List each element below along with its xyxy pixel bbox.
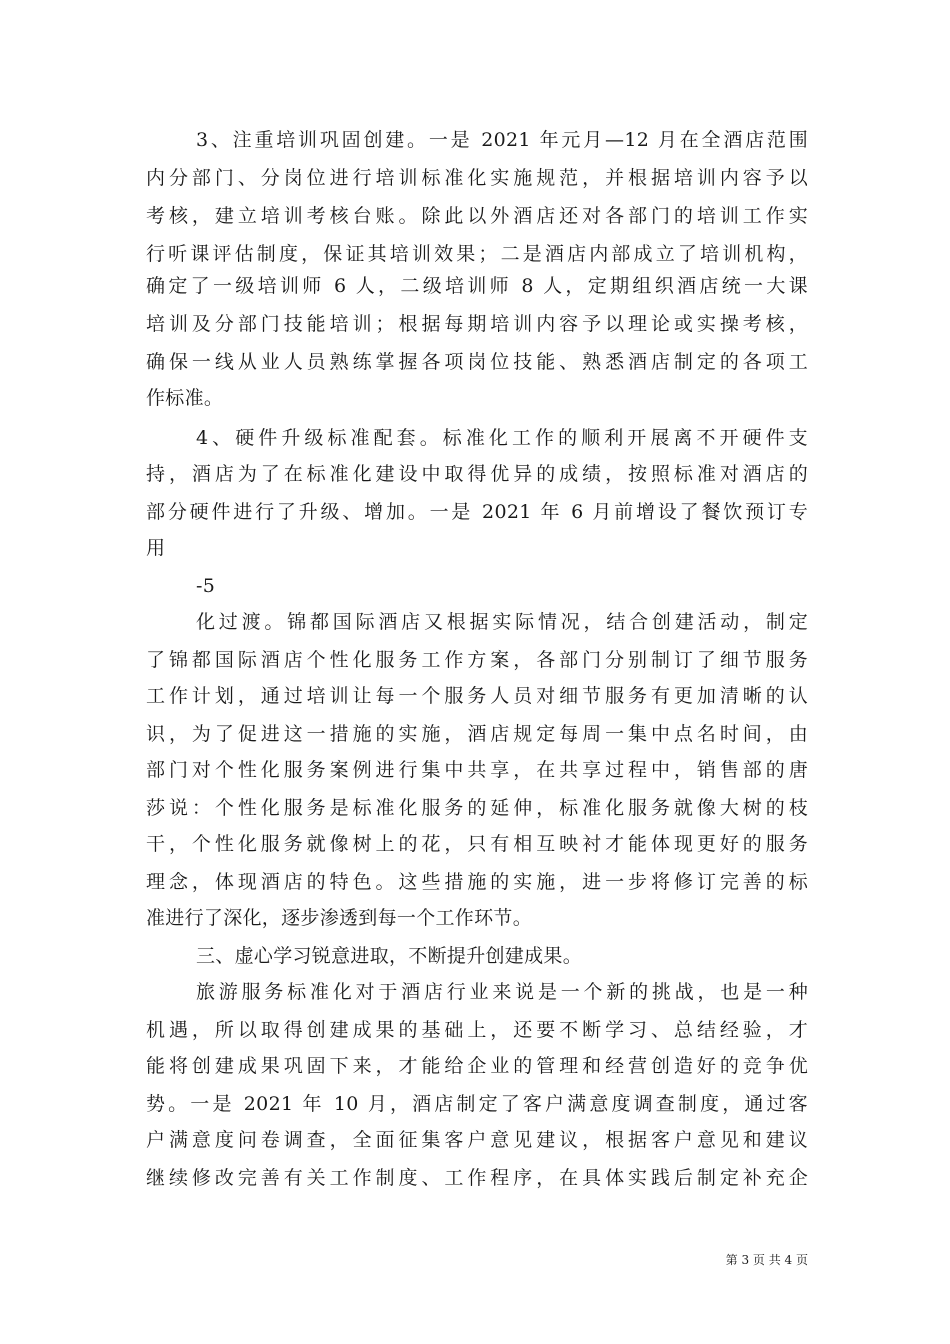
page-footer: 第 3 页 共 4 页 [725,1253,808,1267]
text-line: 部分硬件进行了升级、增加。一是 2021 年 6 月前增设了餐饮预订专 [146,501,808,523]
text-line: 干，个性化服务就像树上的花，只有相互映衬才能体现更好的服务 [146,833,808,855]
text-line: 准进行了深化，逐步渗透到每一个工作环节。 [146,907,533,929]
text-line: 确定了一级培训师 6 人，二级培训师 8 人，定期组织酒店统一大课 [146,275,808,297]
text-line: 旅游服务标准化对于酒店行业来说是一个新的挑战，也是一种 [196,981,808,1003]
section-heading: 三、虚心学习锐意进取，不断提升创建成果。 [196,945,583,967]
text-line: 继续修改完善有关工作制度、工作程序，在具体实践后制定补充企 [146,1167,808,1189]
text-line: 机遇，所以取得创建成果的基础上，还要不断学习、总结经验，才 [146,1019,808,1041]
text-line: 内分部门、分岗位进行培训标准化实施规范，并根据培训内容予以 [146,167,808,189]
text-line: 识，为了促进这一措施的实施，酒店规定每周一集中点名时间，由 [146,723,808,745]
text-line: 化过渡。锦都国际酒店又根据实际情况，结合创建活动，制定 [196,611,808,633]
text-line: 培训及分部门技能培训；根据每期培训内容予以理论或实操考核， [146,313,808,335]
text-line: 工作计划，通过培训让每一个服务人员对细节服务有更加清晰的认 [146,685,808,707]
text-line: 3、注重培训巩固创建。一是 2021 年元月—12 月在全酒店范围 [196,129,808,151]
text-line: 理念，体现酒店的特色。这些措施的实施，进一步将修订完善的标 [146,871,808,893]
page-marker: -5 [196,575,216,597]
text-line: 户满意度问卷调查，全面征集客户意见建议，根据客户意见和建议 [146,1129,808,1151]
text-line: 用 [146,537,166,559]
text-line: 考核，建立培训考核台账。除此以外酒店还对各部门的培训工作实 [146,205,808,227]
text-line: 了锦都国际酒店个性化服务工作方案，各部门分别制订了细节服务 [146,649,808,671]
text-line: 作标准。 [146,387,224,409]
text-line: 部门对个性化服务案例进行集中共享，在共享过程中，销售部的唐 [146,759,808,781]
text-line: 4、硬件升级标准配套。标准化工作的顺利开展离不开硬件支 [196,427,808,449]
text-line: 能将创建成果巩固下来，才能给企业的管理和经营创造好的竞争优 [146,1055,808,1077]
text-line: 确保一线从业人员熟练掌握各项岗位技能、熟悉酒店制定的各项工 [146,351,808,373]
text-line: 莎说：个性化服务是标准化服务的延伸，标准化服务就像大树的枝 [146,797,808,819]
text-line: 持，酒店为了在标准化建设中取得优异的成绩，按照标准对酒店的 [146,463,808,485]
text-line: 行听课评估制度，保证其培训效果；二是酒店内部成立了培训机构， [146,243,808,265]
text-line: 势。一是 2021 年 10 月，酒店制定了客户满意度调查制度，通过客 [146,1093,808,1115]
